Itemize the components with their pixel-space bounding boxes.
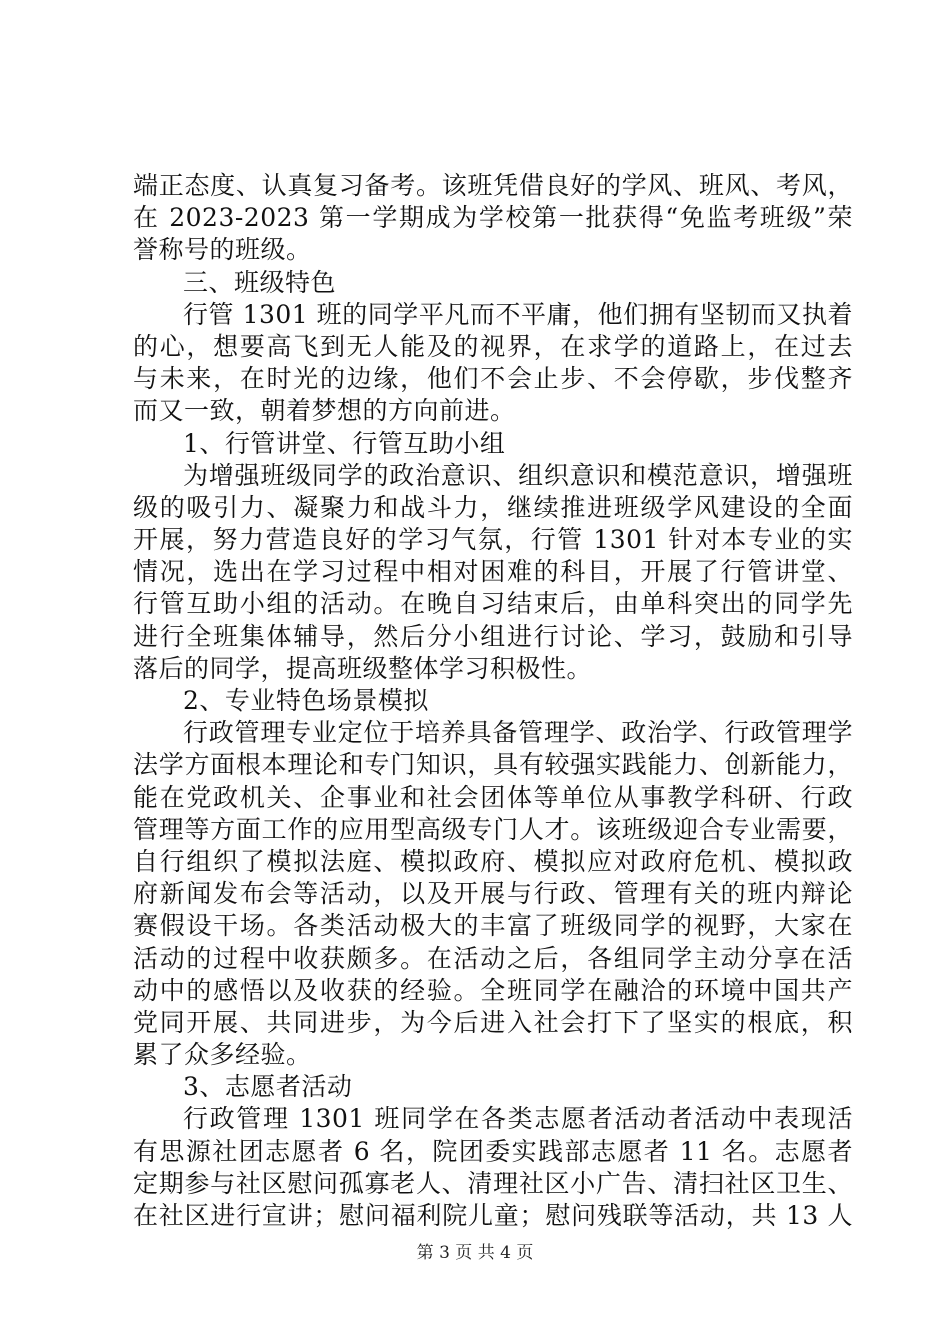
text-line: 行政管理专业定位于培养具备管理学、政治学、行政管理学: [183, 718, 853, 748]
text-line: 动中的感悟以及收获的经验。全班同学在融洽的环境中国共产: [133, 975, 853, 1005]
text-line: 自行组织了模拟法庭、模拟政府、模拟应对政府危机、模拟政: [133, 846, 853, 876]
text-line: 定期参与社区慰问孤寡老人、清理社区小广告、清扫社区卫生、: [133, 1168, 853, 1198]
text-line: 的心，想要高飞到无人能及的视界，在求学的道路上，在过去: [133, 331, 853, 361]
text-line: 在社区进行宣讲；慰问福利院儿童；慰问残联等活动，共 13 人: [133, 1201, 853, 1230]
text-line: 有思源社团志愿者 6 名，院团委实践部志愿者 11 名。志愿者: [133, 1136, 853, 1166]
text-line: 与未来，在时光的边缘，他们不会止步、不会停歇，步伐整齐: [133, 364, 853, 394]
page-number-footer: 第 3 页 共 4 页: [416, 1243, 534, 1263]
subsection-heading: 1、行管讲堂、行管互助小组: [183, 428, 506, 458]
text-line: 活动的过程中收获颇多。在活动之后，各组同学主动分享在活: [133, 943, 853, 973]
subsection-heading: 3、志愿者活动: [183, 1072, 353, 1102]
text-line: 累了众多经验。: [133, 1040, 312, 1070]
text-line: 进行全班集体辅导，然后分小组进行讨论、学习，鼓励和引导: [133, 621, 853, 651]
section-heading: 三、班级特色: [183, 267, 337, 297]
text-line: 赛假设干场。各类活动极大的丰富了班级同学的视野，大家在: [133, 911, 853, 941]
text-line: 行管互助小组的活动。在晚自习结束后，由单科突出的同学先: [133, 589, 853, 619]
text-line: 能在党政机关、企事业和社会团体等单位从事教学科研、行政: [133, 782, 853, 812]
text-line: 情况，选出在学习过程中相对困难的科目，开展了行管讲堂、: [133, 557, 853, 587]
text-line: 在 2023-2023 第一学期成为学校第一批获得“免监考班级”荣: [133, 203, 853, 233]
document-body: [133, 170, 853, 1232]
text-line: 行管 1301 班的同学平凡而不平庸，他们拥有坚韧而又执着: [183, 299, 853, 329]
text-line: 誉称号的班级。: [133, 235, 312, 265]
subsection-heading: 2、专业特色场景模拟: [183, 686, 429, 715]
text-line: 管理等方面工作的应用型高级专门人才。该班级迎合专业需要，: [133, 814, 853, 844]
text-line: 党同开展、共同进步，为今后进入社会打下了坚实的根底，积: [133, 1007, 853, 1037]
text-line: 行政管理 1301 班同学在各类志愿者活动者活动中表现活: [183, 1104, 853, 1134]
text-line: 府新闻发布会等活动，以及开展与行政、管理有关的班内辩论: [133, 879, 853, 909]
text-line: 级的吸引力、凝聚力和战斗力，继续推进班级学风建设的全面: [133, 492, 853, 522]
text-line: 落后的同学，提高班级整体学习积极性。: [133, 653, 593, 683]
text-line: 端正态度、认真复习备考。该班凭借良好的学风、班风、考风，: [133, 171, 853, 200]
text-line: 而又一致，朝着梦想的方向前进。: [133, 396, 516, 426]
text-line: 为增强班级同学的政治意识、组织意识和模范意识，增强班: [183, 460, 853, 490]
text-line: 开展，努力营造良好的学习气氛，行管 1301 针对本专业的实: [133, 525, 853, 555]
text-line: 法学方面根本理论和专门知识，具有较强实践能力、创新能力，: [133, 750, 853, 780]
